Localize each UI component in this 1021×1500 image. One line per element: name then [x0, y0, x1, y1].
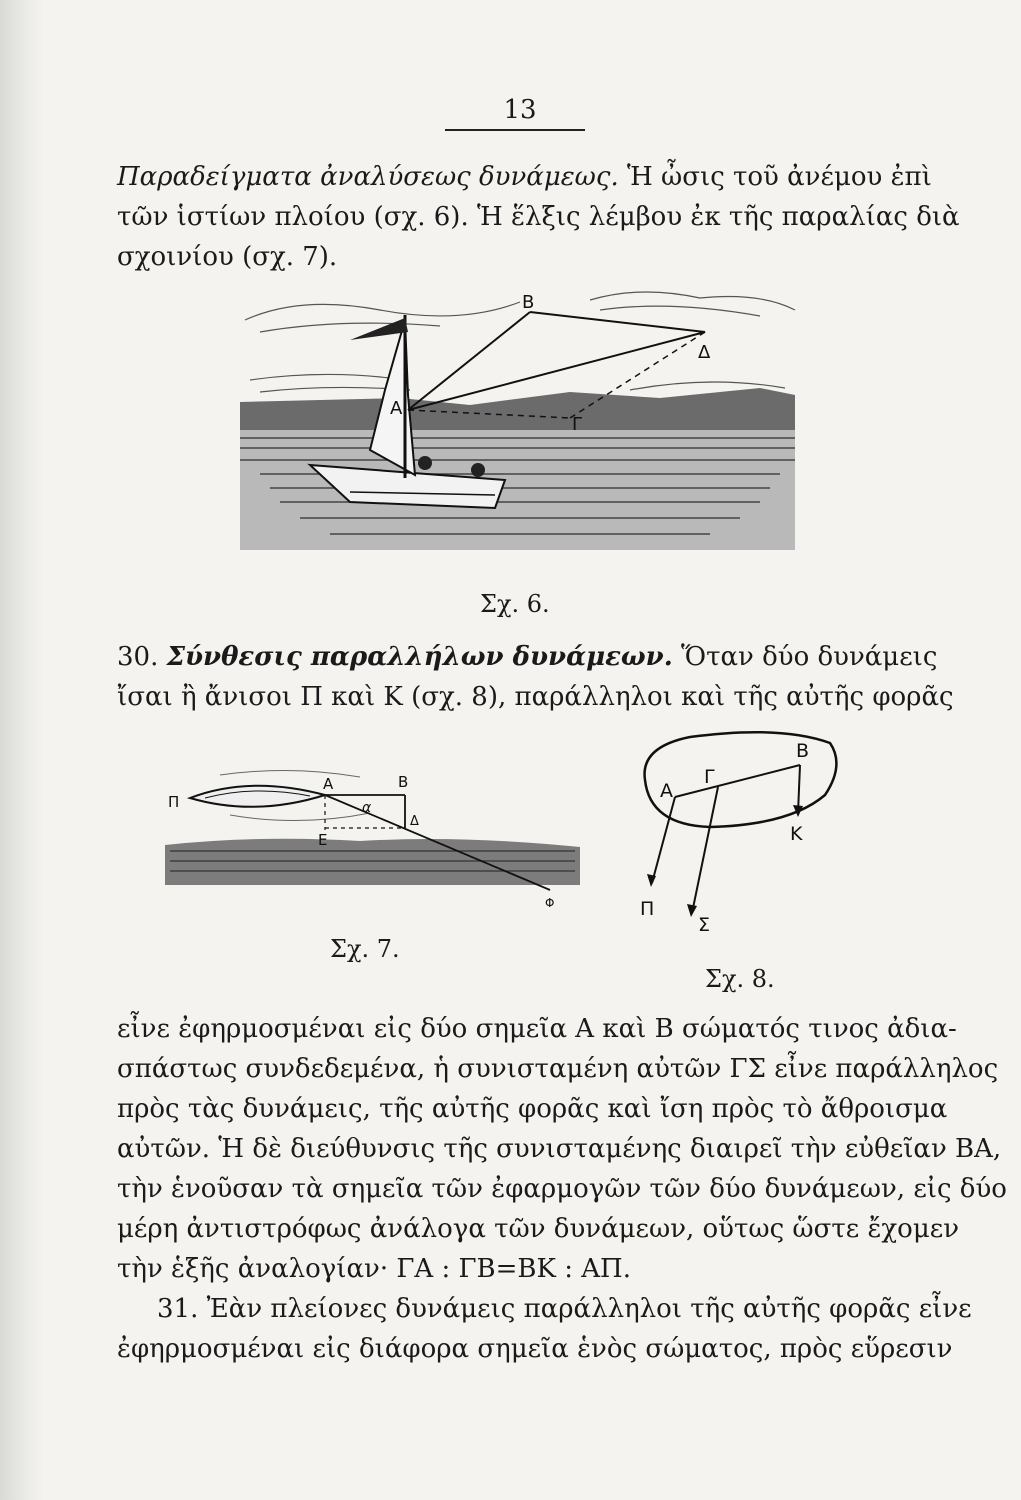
page-edge-shadow [0, 0, 44, 1500]
figure-6-person-1 [418, 456, 432, 470]
figure-8-caption: Σχ. 8. [705, 965, 775, 993]
figure-6-label-a: A [390, 398, 403, 419]
header-rule [445, 129, 585, 131]
body-line-7: τὴν ἑξῆς ἀναλογίαν· ΓA : ΓB=BK : AΠ. [117, 1254, 631, 1284]
figure-6-person-2 [471, 463, 485, 477]
figure-8-arrowhead-s [687, 904, 697, 917]
section-30-number: 30. [117, 642, 159, 672]
intro-title: Παραδείγματα ἀναλύσεως δυνάμεως. [117, 162, 619, 192]
body-line-2: σπάστως συνδεδεμένα, ἡ συνισταμένη αὐτῶν ΓΣ εἶνε παράλληλος [117, 1054, 999, 1084]
figure-8-label-b: B [796, 740, 810, 762]
figure-6-label-g: Γ [572, 414, 583, 435]
section-30-line-1-rest: Ὅταν δύο δυνάμεις [681, 642, 938, 672]
figure-6-caption: Σχ. 6. [480, 590, 550, 618]
body-line-6: μέρη ἀντιστρόφως ἀνάλογα τῶν δυνάμεων, οὕτως ὥστε ἔχομεν [117, 1214, 960, 1244]
figure-8-force-arrows [652, 765, 800, 913]
intro-line-1-rest: Ἡ ὦσις τοῦ ἀνέμου ἐπὶ [626, 162, 932, 192]
figure-8-label-k: K [790, 823, 803, 845]
section-31-line-1 [157, 1292, 972, 1326]
figure-8-label-a: A [660, 780, 673, 802]
figure-6-label-b: B [522, 292, 535, 313]
figure-7-label-e: E [318, 831, 328, 849]
figure-7-label-alpha: α [362, 800, 372, 816]
intro-line-2: τῶν ἱστίων πλοίου (σχ. 6). Ἡ ἕλξις λέμβου ἐκ τῆς παραλίας διὰ [117, 202, 960, 232]
figure-6-label-d: Δ [698, 342, 711, 363]
section-30-line-1 [117, 640, 938, 674]
figure-7-label-p: Π [168, 793, 180, 811]
figure-7-label-f: Φ [545, 896, 555, 910]
figure-6-clouds [245, 292, 795, 392]
figure-7-label-a: A [323, 775, 334, 793]
section-30-title: Σύνθεσις παραλλήλων δυνάμεων. [166, 642, 673, 672]
body-line-4: αὐτῶν. Ἡ δὲ διεύθυνσις τῆς συνισταμένης διαιρεῖ τὴν εὐθεῖαν BA, [117, 1134, 1002, 1164]
page-number: 13 [503, 95, 537, 125]
intro-line-3: σχοινίου (σχ. 7). [117, 242, 338, 272]
section-31-number: 31. [157, 1294, 199, 1324]
body-line-1: εἶνε ἐφηρμοσμέναι εἰς δύο σημεῖα A καὶ B σώματός τινος ἀδια- [117, 1014, 957, 1044]
section-31-line-2: ἐφηρμοσμέναι εἰς διάφορα σημεῖα ἑνὸς σώματος, πρὸς εὕρεσιν [117, 1334, 953, 1364]
figure-8-label-p: Π [640, 898, 655, 920]
figure-8-line-ab [675, 765, 800, 797]
body-line-5: τὴν ἑνοῦσαν τὰ σημεῖα τῶν ἐφαρμογῶν τῶν δύο δυνάμεων, εἰς δύο [117, 1174, 1007, 1204]
figure-7-label-d: Δ [410, 814, 419, 829]
figure-7-towing-illustration [160, 765, 600, 915]
figure-7-label-b: B [398, 773, 409, 791]
figure-7-shore [165, 839, 580, 885]
figure-8-label-g: Γ [704, 766, 715, 788]
section-30-line-2: ἴσαι ἢ ἄνισοι Π καὶ Κ (σχ. 8), παράλληλοι καὶ τῆς αὐτῆς φορᾶς [117, 682, 954, 712]
section-31-line-1-rest: Ἐὰν πλείονες δυνάμεις παράλληλοι τῆς αὐτῆς φορᾶς εἶνε [206, 1294, 972, 1324]
figure-7-caption: Σχ. 7. [330, 935, 400, 963]
figure-8-label-s: Σ [698, 914, 711, 936]
intro-line-1 [117, 160, 932, 194]
figure-8-parallel-forces-diagram [630, 725, 850, 945]
figure-8-arrowhead-p [647, 874, 656, 887]
figure-6-sailboat-illustration [240, 280, 800, 580]
body-line-3: πρὸς τὰς δυνάμεις, τῆς αὐτῆς φορᾶς καὶ ἴση πρὸς τὸ ἄθροισμα [117, 1094, 948, 1124]
